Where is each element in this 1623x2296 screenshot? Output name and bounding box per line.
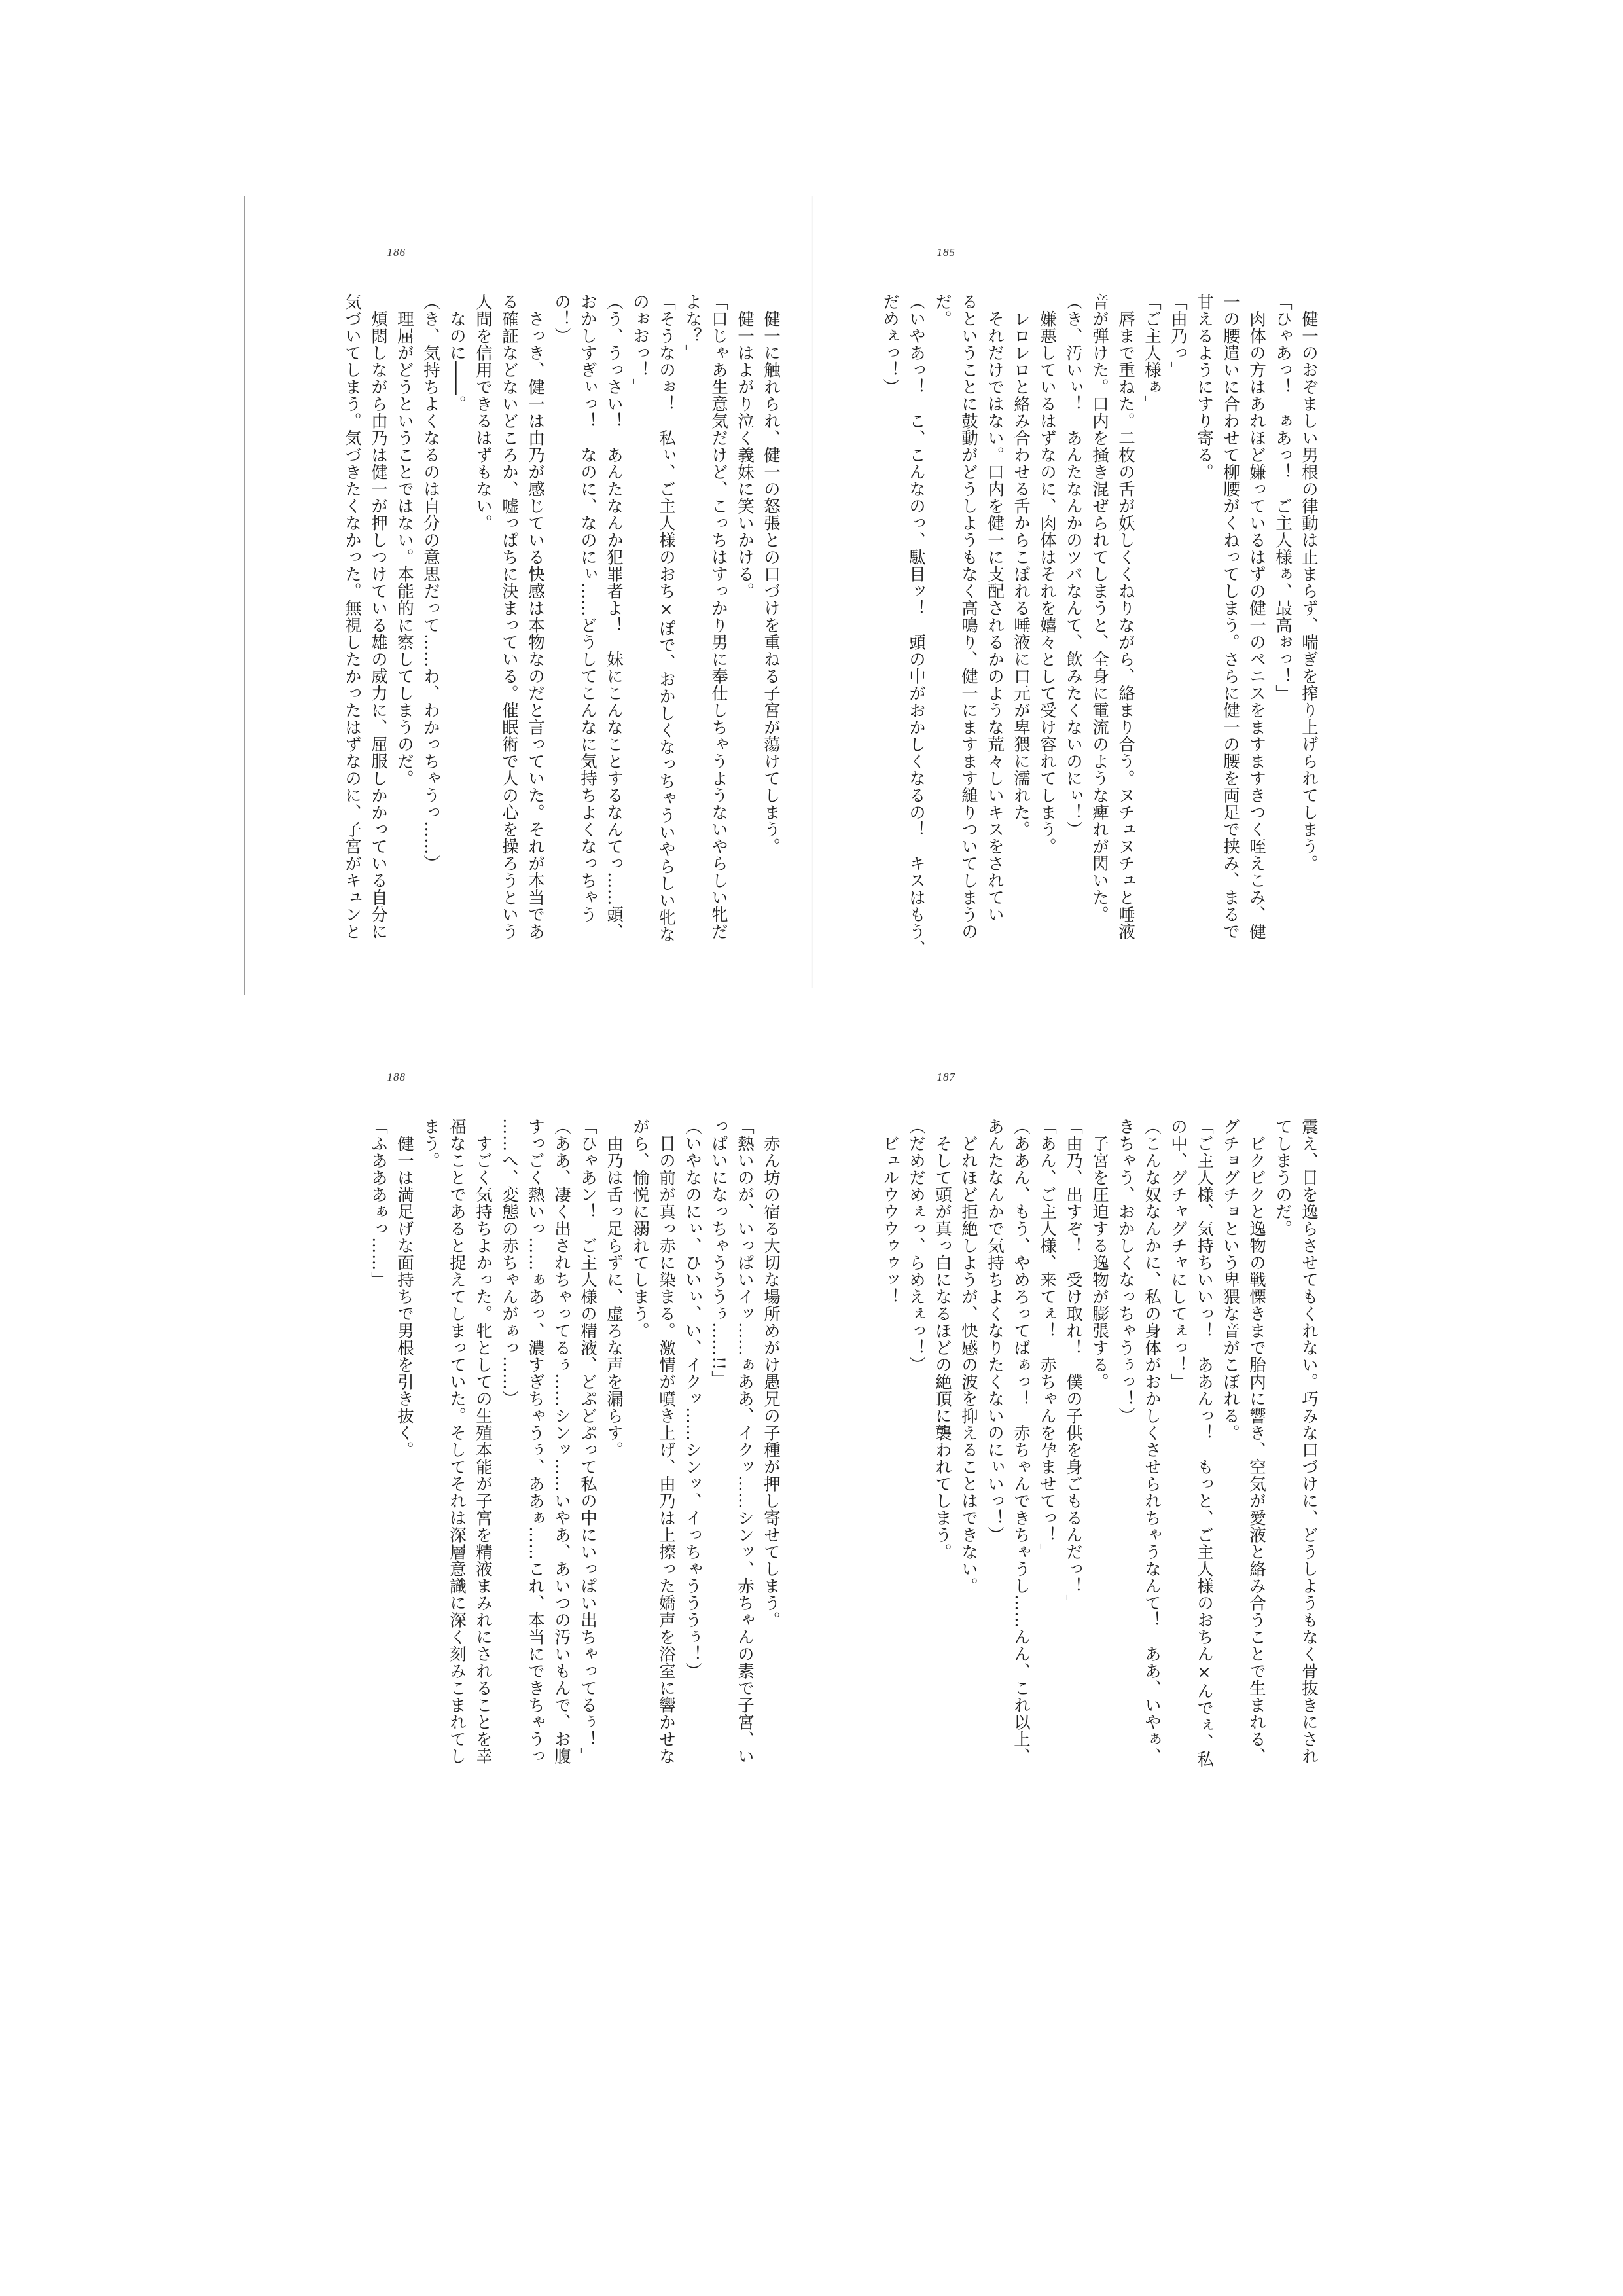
text-line: 「ふあああぁっ……」 (368, 1118, 388, 1288)
text-line: そして頭が真っ白になるほどの絶頂に襲われてしまう。 (933, 1118, 952, 1560)
text-line: なのに――。 (447, 293, 467, 412)
text-line: 福なことであると捉えてしまっていた。そしてそれは深層意識に深く刻みこまれてし (447, 1118, 467, 1765)
text-line: 「ご主人様、気持ちいいっ！ ああんっ！ もっと、ご主人様のおちん×んでぇ、私 (1194, 1118, 1214, 1768)
text-line: 健一に触れられ、健一の怒張との口づけを重ねる子宮が蕩けてしまう。 (761, 293, 781, 855)
text-line: 甘えるようにすり寄る。 (1194, 293, 1214, 480)
text-line: （ああん、もう、やめろってばぁっ！ 赤ちゃんできちゃうし……んん、これ以上、 (1011, 1118, 1031, 1765)
text-line: ……へ、変態の赤ちゃんがぁっ……） (499, 1118, 519, 1407)
page-number: 187 (936, 1071, 955, 1083)
text-line: （う、うっさい！ あんたなんか犯罪者よ！ 妹にこんなことするなんてっ……頭、 (604, 293, 624, 940)
text-line: 「ひゃあン！ ご主人様の精液、どぷどぷって私の中にいっぱい出ちゃってるぅ！」 (578, 1118, 597, 1765)
text-line: よな？」 (683, 293, 702, 361)
page-186 (275, 196, 812, 1008)
text-line: 震え、目を逸らさせてもくれない。巧みな口づけに、どうしようもなく骨抜きにされ (1299, 1118, 1319, 1765)
page-text-column (365, 1118, 784, 1805)
text-line: 「口じゃあ生意気だけど、こっちはすっかり男に奉仕しちゃうようないやらしい牝だ (709, 293, 728, 940)
text-line: すごく気持ちよかった。牝としての生殖本能が子宮を精液まみれにされることを幸 (473, 1118, 493, 1765)
page-text-column (877, 1118, 1322, 1805)
text-line: の中、グチャグチャにしてぇっ！」 (1168, 1118, 1188, 1390)
text-line: 「そうなのぉ！ 私ぃ、ご主人様のおち×ぽで、おかしくなっちゃういやらしい牝な (656, 293, 676, 943)
text-line: 人間を信用できるはずもない。 (473, 293, 493, 531)
text-line: さっき、健一は由乃が感じている快感は本物なのだと言っていた。それが本当であ (526, 293, 545, 940)
text-line: 気づいてしまう。気づきたくなかった。無視したかったはずなのに、子宮がキュンと (342, 293, 362, 940)
text-line: （き、気持ちよくなるのは自分の意思だって……わ、わかっちゃうっ……） (421, 293, 440, 872)
text-line: 「熱いのが、いっぱいイッ……ぁああ、イクッ……シンッ、赤ちゃんの素で子宮、い (735, 1118, 755, 1765)
text-line: 唇まで重ねた。二枚の舌が妖しくくねりながら、絡まり合う。ヌチュヌチュと唾液 (1116, 293, 1135, 940)
text-line: 赤ん坊の宿る大切な場所めがけ愚兄の子種が押し寄せてしまう。 (761, 1118, 781, 1628)
text-line: （ああ、凄く出されちゃってるぅ……シンッ……いやあ、あいつの汚いもんで、お腹 (552, 1118, 571, 1765)
text-line: （だめだめぇっ、らめえぇっ！） (906, 1118, 926, 1373)
page-number: 186 (387, 246, 406, 259)
text-line: どれほど拒絶しようが、快感の波を抑えることはできない。 (959, 1118, 978, 1594)
text-line: 理屈がどうということではない。本能的に察してしまうのだ。 (395, 293, 414, 787)
text-line: （いやあっ！ こ、こんなのっ、駄目ッ！ 頭の中がおかしくなるの！ キスはもう、 (906, 293, 926, 957)
text-line: 健一は満足げな面持ちで男根を引き抜く。 (395, 1118, 414, 1458)
text-line: すっごく熱いっ……ぁあっ、濃すぎちゃうぅ、ああぁ……これ、本当にできちゃうっ (526, 1118, 545, 1765)
text-line: だめぇっ！） (880, 293, 900, 395)
text-line: る確証などないどころか、嘘っぱちに決まっている。催眠術で人の心を操ろうという (499, 293, 519, 940)
text-line: （いやなのにぃ、ひいぃ、い、イクッ……シンッ、イっちゃうううぅ！） (683, 1118, 702, 1679)
text-line: 煩悶しながら由乃は健一が押しつけている雄の威力に、屈服しかかっている自分に (368, 293, 388, 940)
text-line: 「由乃っ」 (1168, 293, 1188, 378)
text-line: 「由乃、出すぞ！ 受け取れ！ 僕の子供を身ごもるんだっ！」 (1063, 1118, 1083, 1611)
text-line: グチョグチョという卑猥な音がこぼれる。 (1221, 1118, 1240, 1441)
text-line: まう。 (421, 1118, 440, 1169)
text-line: 子宮を圧迫する逸物が膨張する。 (1090, 1118, 1109, 1390)
center-gutter (812, 196, 813, 988)
text-line: てしまうのだ。 (1273, 1118, 1293, 1237)
page-185 (831, 196, 1374, 1008)
text-line: 音が弾けた。口内を掻き混ぜられてしまうと、全身に電流のような痺れが閃いた。 (1090, 293, 1109, 923)
page-number: 185 (936, 246, 955, 259)
text-line: きちゃう、おかしくなっちゃうぅっ！） (1116, 1118, 1135, 1424)
text-line: レロレロと絡み合わせる舌からこぼれる唾液に口元が卑猥に濡れた。 (1011, 293, 1031, 838)
text-line: （こんな奴なんかに、私の身体がおかしくさせられちゃうなんて！ ああ、いやぁ、 (1142, 1118, 1162, 1765)
text-line: ビュルウウウゥゥッ！ (880, 1118, 900, 1305)
text-line: 一の腰遣いに合わせて柳腰がくねってしまう。さらに健一の腰を両足で挟み、まるで (1221, 293, 1240, 940)
page-187 (831, 1021, 1374, 1833)
binding-edge-line (244, 196, 245, 995)
text-line: の！） (552, 293, 571, 344)
page-text-column (339, 293, 784, 980)
text-line: 健一のおぞましい男根の律動は止まらず、喘ぎを搾り上げられてしまう。 (1299, 293, 1319, 872)
text-line: 「ひゃあっ！ ぁあっ！ ご主人様ぁ、最高ぉっ！」 (1273, 293, 1293, 702)
page-text-column (877, 293, 1322, 980)
text-line: 嫌悪しているはずなのに、肉体はそれを嬉々として受け容れてしまう。 (1037, 293, 1057, 855)
text-line: のぉおっ！」 (630, 293, 650, 395)
text-line: だ。 (933, 293, 952, 327)
text-line: ビクビクと逸物の戦慄きまで胎内に響き、空気が愛液と絡み合うことで生まれる、 (1247, 1118, 1266, 1765)
text-line: がら、愉悦に溺れてしまう。 (630, 1118, 650, 1339)
text-line: おかしすぎぃっ！ なのに、なのにぃ……どうしてこんなに気持ちよくなっちゃう (578, 293, 597, 923)
text-line: 目の前が真っ赤に染まる。激情が噴き上げ、由乃は上擦った嬌声を浴室に響かせな (656, 1118, 676, 1765)
page-number: 188 (387, 1071, 406, 1083)
page-188 (275, 1021, 812, 1833)
text-line: それだけではない。口内を健一に支配されるかのような荒々しいキスをされてい (985, 293, 1005, 923)
text-line: 由乃は舌っ足らずに、虚ろな声を漏らす。 (604, 1118, 624, 1458)
text-line: （き、汚いぃ！ あんたなんかのツバなんて、飲みたくないのにぃ！） (1063, 293, 1083, 838)
text-line: 肉体の方はあれほど嫌っているはずの健一のペニスをますますきつく咥えこみ、健 (1247, 293, 1266, 940)
text-line: 健一はよがり泣く義妹に笑いかける。 (735, 293, 755, 600)
text-line: 「あん、ご主人様、来てぇ！ 赤ちゃんを孕ませてっ！」 (1037, 1118, 1057, 1560)
text-line: るということに鼓動がどうしようもなく高鳴り、健一にますます縋りついてしまうの (959, 293, 978, 940)
text-line: っぱいになっちゃうううぅ……!!」 (709, 1118, 728, 1388)
text-line: 「ご主人様ぁ」 (1142, 293, 1162, 412)
text-line: あんたなんかで気持ちよくなりたくないのにぃいっ！） (985, 1118, 1005, 1543)
